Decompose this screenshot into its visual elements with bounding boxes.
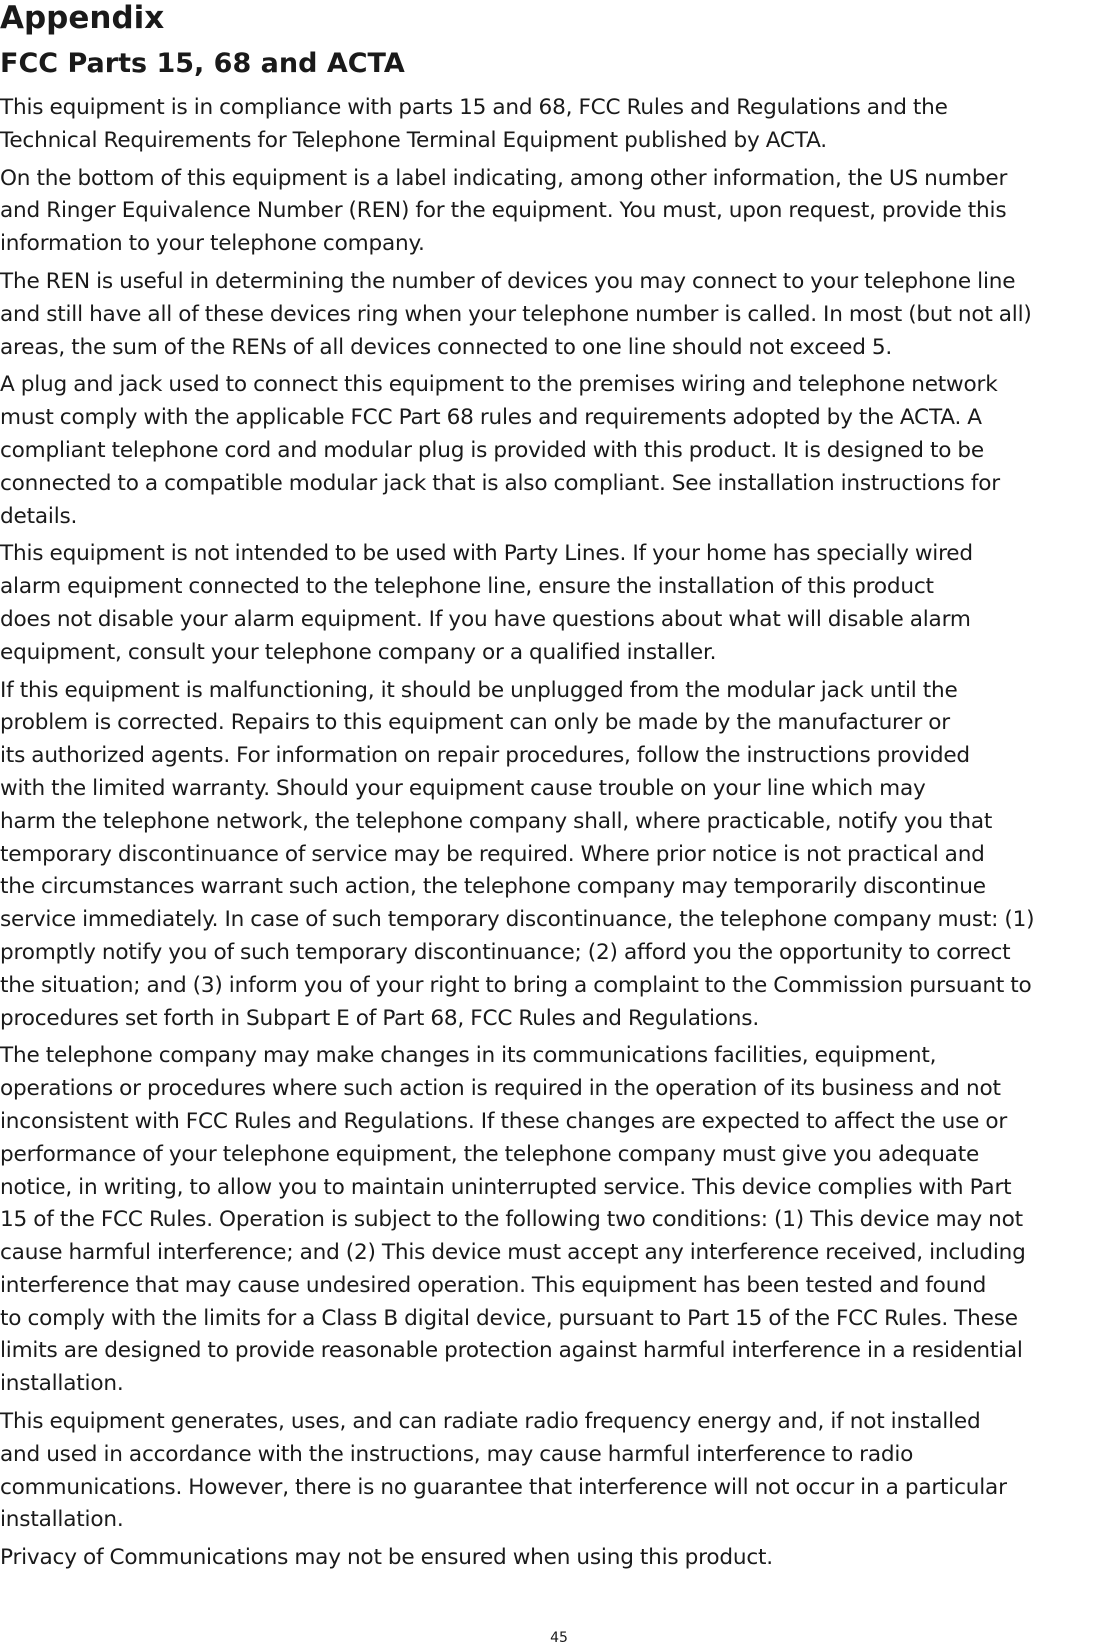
text-line: This equipment generates, uses, and can radiate radio frequency energy and, if not installed bbox=[0, 1409, 981, 1435]
text-line: promptly notify you of such temporary discontinuance; (2) afford you the opportunity to correct bbox=[0, 939, 1011, 965]
page-number: 45 bbox=[550, 1630, 568, 1646]
text-line: If this equipment is malfunctioning, it should be unplugged from the modular jack until the bbox=[0, 677, 958, 703]
text-line: This equipment is in compliance with parts 15 and 68, FCC Rules and Regulations and the bbox=[0, 95, 948, 120]
text-line: interference that may cause undesired operation. This equipment has been tested and found bbox=[0, 1272, 987, 1298]
text-line: Technical Requirements for Telephone Terminal Equipment published by ACTA. bbox=[0, 127, 827, 153]
text-line: and Ringer Equivalence Number (REN) for the equipment. You must, upon request, provide this bbox=[0, 198, 1007, 224]
text-line: 15 of the FCC Rules. Operation is subject to the following two conditions: (1) This device may not bbox=[0, 1207, 1023, 1233]
text-line: Privacy of Communications may not be ensured when using this product. bbox=[0, 1545, 773, 1571]
text-line: limits are designed to provide reasonable protection against harmful interference in a residential bbox=[0, 1338, 1023, 1364]
text-line: and still have all of these devices ring when your telephone number is called. In most (but not all) bbox=[0, 301, 1032, 327]
text-line: This equipment is not intended to be used with Party Lines. If your home has specially wired bbox=[0, 541, 973, 567]
text-line: harm the telephone network, the telephone company shall, where practicable, notify you that bbox=[0, 808, 993, 834]
text-line: performance of your telephone equipment, the telephone company must give you adequate bbox=[0, 1141, 980, 1167]
paragraph-malfunction bbox=[0, 675, 1114, 1036]
text-line: compliant telephone cord and modular plug is provided with this product. It is designed to be bbox=[0, 437, 985, 463]
text-line: must comply with the applicable FCC Part 68 rules and requirements adopted by the ACTA. A bbox=[0, 405, 982, 431]
text-line: to comply with the limits for a Class B digital device, pursuant to Part 15 of the FCC Rules. These bbox=[0, 1305, 1018, 1331]
text-line: installation. bbox=[0, 1371, 124, 1397]
paragraph-ren bbox=[0, 266, 1114, 364]
text-line: temporary discontinuance of service may be required. Where prior notice is not practical and bbox=[0, 841, 985, 867]
paragraph-plug-jack bbox=[0, 369, 1114, 533]
text-line: details. bbox=[0, 503, 78, 529]
text-line: communications. However, there is no guarantee that interference will not occur in a particular bbox=[0, 1474, 1007, 1500]
text-line: notice, in writing, to allow you to maintain uninterrupted service. This device complies with Part bbox=[0, 1174, 1012, 1200]
text-line: cause harmful interference; and (2) This device must accept any interference received, including bbox=[0, 1240, 1026, 1266]
text-line: areas, the sum of the RENs of all devices connected to one line should not exceed 5. bbox=[0, 334, 893, 360]
document-body bbox=[0, 92, 1114, 1580]
text-line: inconsistent with FCC Rules and Regulations. If these changes are expected to affect the use or bbox=[0, 1108, 1008, 1134]
section-heading: FCC Parts 15, 68 and ACTA bbox=[0, 48, 405, 79]
page-title: Appendix bbox=[0, 0, 165, 36]
text-line: with the limited warranty. Should your equipment cause trouble on your line which may bbox=[0, 775, 926, 801]
text-line: and used in accordance with the instructions, may cause harmful interference to radio bbox=[0, 1441, 914, 1467]
text-line: procedures set forth in Subpart E of Part 68, FCC Rules and Regulations. bbox=[0, 1005, 759, 1031]
paragraph-party-lines bbox=[0, 538, 1114, 669]
text-line: the situation; and (3) inform you of your right to bring a complaint to the Commission pursuant to bbox=[0, 972, 1032, 998]
text-line: installation. bbox=[0, 1507, 124, 1533]
paragraph-changes bbox=[0, 1040, 1114, 1401]
text-line: operations or procedures where such action is required in the operation of its business and not bbox=[0, 1076, 1001, 1102]
paragraph-compliance bbox=[0, 92, 1114, 158]
text-line: A plug and jack used to connect this equipment to the premises wiring and telephone network bbox=[0, 372, 998, 398]
paragraph-radio-frequency bbox=[0, 1406, 1114, 1537]
paragraph-privacy bbox=[0, 1542, 1114, 1575]
text-line: On the bottom of this equipment is a label indicating, among other information, the US number bbox=[0, 165, 1008, 191]
text-line: does not disable your alarm equipment. If you have questions about what will disable alarm bbox=[0, 606, 971, 632]
text-line: equipment, consult your telephone company or a qualified installer. bbox=[0, 639, 717, 665]
text-line: The telephone company may make changes in its communications facilities, equipment, bbox=[0, 1043, 937, 1069]
text-line: service immediately. In case of such temporary discontinuance, the telephone company must: (1) bbox=[0, 907, 1035, 933]
text-line: problem is corrected. Repairs to this equipment can only be made by the manufacturer or bbox=[0, 710, 950, 736]
text-line: alarm equipment connected to the telephone line, ensure the installation of this product bbox=[0, 574, 934, 600]
text-line: information to your telephone company. bbox=[0, 231, 425, 257]
text-line: The REN is useful in determining the number of devices you may connect to your telephone line bbox=[0, 268, 1016, 294]
text-line: connected to a compatible modular jack that is also compliant. See installation instructions for bbox=[0, 470, 1000, 496]
text-line: the circumstances warrant such action, the telephone company may temporarily discontinue bbox=[0, 874, 986, 900]
text-line: its authorized agents. For information on repair procedures, follow the instructions provided bbox=[0, 743, 970, 769]
paragraph-label-info bbox=[0, 163, 1114, 261]
